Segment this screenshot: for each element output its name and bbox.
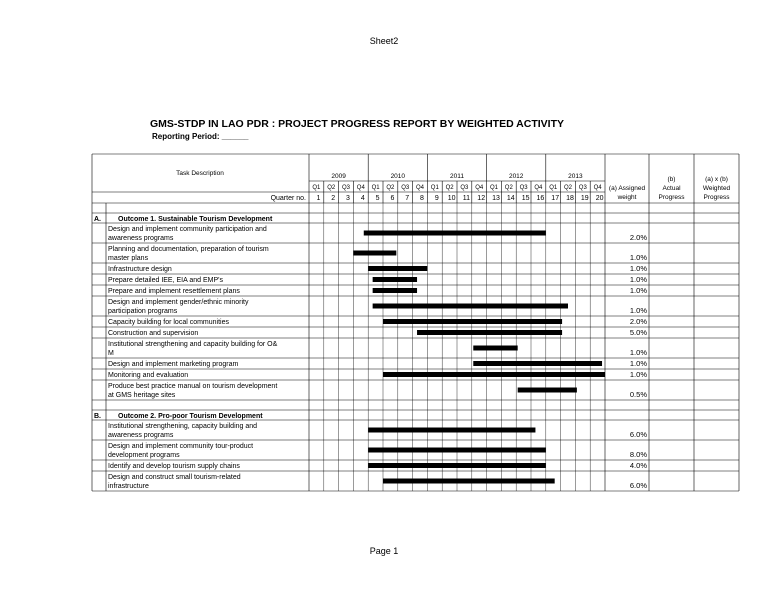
- assigned-weight: 1.0%: [629, 264, 647, 273]
- task-description: Design and implement community participation and: [108, 226, 267, 233]
- schedule-bar: [383, 372, 605, 377]
- weighted-progress-header: (a) x (b): [705, 176, 728, 183]
- quarter-number: 3: [346, 195, 350, 202]
- quarter-number: 5: [375, 195, 380, 202]
- quarter-label: Q1: [549, 185, 558, 191]
- task-description: master plans: [108, 255, 149, 262]
- quarter-number: 1: [316, 195, 321, 202]
- assigned-weight: 1.0%: [629, 275, 647, 284]
- task-description: Design and implement marketing program: [108, 361, 239, 368]
- task-description: Institutional strengthening and capacity building for O&: [108, 341, 278, 348]
- task-description: Identify and develop tourism supply chains: [108, 463, 240, 470]
- schedule-bar: [383, 479, 555, 484]
- schedule-bar: [353, 251, 396, 256]
- task-description: awareness programs: [108, 235, 174, 242]
- quarter-number: 2: [331, 195, 336, 202]
- weighted-progress-header: Weighted: [702, 185, 731, 192]
- year-label: 2012: [508, 173, 524, 180]
- quarter-number: 9: [434, 195, 439, 202]
- quarter-label: Q4: [356, 185, 365, 191]
- task-description: Monitoring and evaluation: [108, 372, 189, 379]
- schedule-bar: [373, 277, 417, 282]
- quarter-number: 10: [447, 195, 456, 202]
- quarter-number: 20: [595, 195, 604, 202]
- assigned-weight: 0.5%: [629, 390, 647, 399]
- quarter-label: Q3: [460, 185, 469, 191]
- quarter-number: 13: [492, 195, 500, 202]
- actual-progress-header: (b): [667, 176, 676, 183]
- quarter-label: Q4: [593, 185, 602, 191]
- assigned-weight: 5.0%: [629, 328, 647, 337]
- assigned-weight: 8.0%: [629, 450, 647, 459]
- quarter-label: Q4: [475, 185, 484, 191]
- quarter-number: 19: [580, 195, 589, 202]
- task-description: Infrastructure design: [108, 266, 172, 273]
- quarter-number: 6: [390, 195, 395, 202]
- schedule-bar: [373, 288, 417, 293]
- section-letter: B.: [94, 413, 101, 420]
- schedule-bar: [368, 448, 546, 453]
- sheet-name: Sheet2: [369, 36, 399, 46]
- quarter-label: Q3: [578, 185, 587, 191]
- report-title: GMS-STDP IN LAO PDR : PROJECT PROGRESS REPORT BY WEIGHTED ACTIVITY: [150, 118, 565, 130]
- task-description: Design and implement gender/ethnic minority: [108, 299, 249, 306]
- quarter-label: Q2: [386, 185, 395, 191]
- assigned-weight: 1.0%: [629, 359, 647, 368]
- section-title: Outcome 1. Sustainable Tourism Development: [118, 216, 273, 223]
- task-description: participation programs: [108, 308, 178, 315]
- quarter-number: 17: [551, 195, 560, 202]
- task-description: Institutional strengthening, capacity building and: [108, 423, 258, 430]
- assigned-weight: 1.0%: [629, 348, 647, 357]
- assigned-weight: 1.0%: [629, 370, 647, 379]
- task-description: Planning and documentation, preparation of tourism: [108, 246, 269, 253]
- section-letter: A.: [94, 216, 101, 223]
- quarter-number: 14: [506, 195, 515, 202]
- assigned-weight: 4.0%: [629, 461, 647, 470]
- quarter-label: Q1: [312, 185, 321, 191]
- task-description: development programs: [108, 452, 180, 459]
- quarter-number: 15: [521, 195, 530, 202]
- task-description: infrastructure: [108, 483, 149, 490]
- quarter-label: Q2: [445, 185, 454, 191]
- quarter-number: 4: [360, 195, 365, 202]
- task-description: awareness programs: [108, 432, 174, 439]
- year-label: 2010: [390, 173, 406, 180]
- task-description: Prepare detailed IEE, EIA and EMP's: [108, 277, 223, 284]
- schedule-bar: [473, 361, 602, 366]
- task-description-header: Task Description: [176, 170, 224, 177]
- task-description: Design and implement community tour-product: [108, 443, 254, 450]
- quarter-label: Q1: [371, 185, 380, 191]
- task-description: Produce best practice manual on tourism development: [108, 383, 278, 390]
- year-label: 2009: [331, 173, 346, 180]
- quarter-label: Q4: [534, 185, 543, 191]
- quarter-label: Q3: [341, 185, 351, 191]
- task-description: Design and construct small tourism-related: [108, 474, 241, 481]
- task-description: M: [108, 350, 114, 357]
- quarter-number: 11: [462, 195, 471, 202]
- quarter-number: 18: [566, 195, 574, 202]
- page-footer: Page 1: [369, 546, 399, 556]
- actual-progress-header: Actual: [662, 185, 681, 192]
- schedule-bar: [473, 346, 517, 351]
- quarter-number: 12: [477, 195, 486, 202]
- quarter-label: Q2: [504, 185, 513, 191]
- assigned-weight: 1.0%: [629, 253, 647, 262]
- schedule-bar: [368, 428, 535, 433]
- schedule-bar: [368, 463, 546, 468]
- assigned-weight-header: weight: [617, 194, 637, 201]
- schedule-bar: [364, 231, 546, 236]
- quarter-label: Q4: [415, 185, 425, 191]
- assigned-weight: 2.0%: [629, 233, 647, 242]
- assigned-weight: 2.0%: [629, 317, 647, 326]
- assigned-weight: 1.0%: [629, 286, 647, 295]
- quarter-number: 7: [405, 195, 410, 202]
- task-description: Construction and supervision: [108, 330, 199, 337]
- task-description: Capacity building for local communities: [108, 319, 229, 326]
- assigned-weight-header: (a) Assigned: [608, 185, 646, 192]
- quarter-label: Q2: [327, 185, 336, 191]
- quarter-label: Q3: [401, 185, 410, 191]
- quarter-no-label: Quarter no.: [270, 195, 306, 202]
- assigned-weight: 6.0%: [629, 481, 647, 490]
- year-label: 2013: [568, 173, 583, 180]
- schedule-bar: [518, 388, 577, 393]
- quarter-label: Q1: [489, 185, 499, 191]
- schedule-bar: [373, 304, 568, 309]
- schedule-bar: [417, 330, 562, 335]
- quarter-label: Q3: [519, 185, 528, 191]
- schedule-bar: [368, 266, 427, 271]
- quarter-label: Q1: [430, 185, 439, 191]
- assigned-weight: 6.0%: [629, 430, 647, 439]
- task-description: Prepare and implement resettlement plans: [108, 288, 240, 295]
- assigned-weight: 1.0%: [629, 306, 647, 315]
- section-title: Outcome 2. Pro-poor Tourism Development: [118, 413, 263, 420]
- schedule-bar: [383, 319, 562, 324]
- quarter-number: 8: [420, 195, 424, 202]
- quarter-number: 16: [536, 195, 545, 202]
- actual-progress-header: Progress: [658, 194, 685, 201]
- reporting-period: Reporting Period: ______: [152, 132, 249, 141]
- weighted-progress-header: Progress: [703, 194, 730, 201]
- quarter-label: Q2: [563, 185, 573, 191]
- year-label: 2011: [450, 173, 464, 180]
- task-description: at GMS heritage sites: [108, 392, 176, 399]
